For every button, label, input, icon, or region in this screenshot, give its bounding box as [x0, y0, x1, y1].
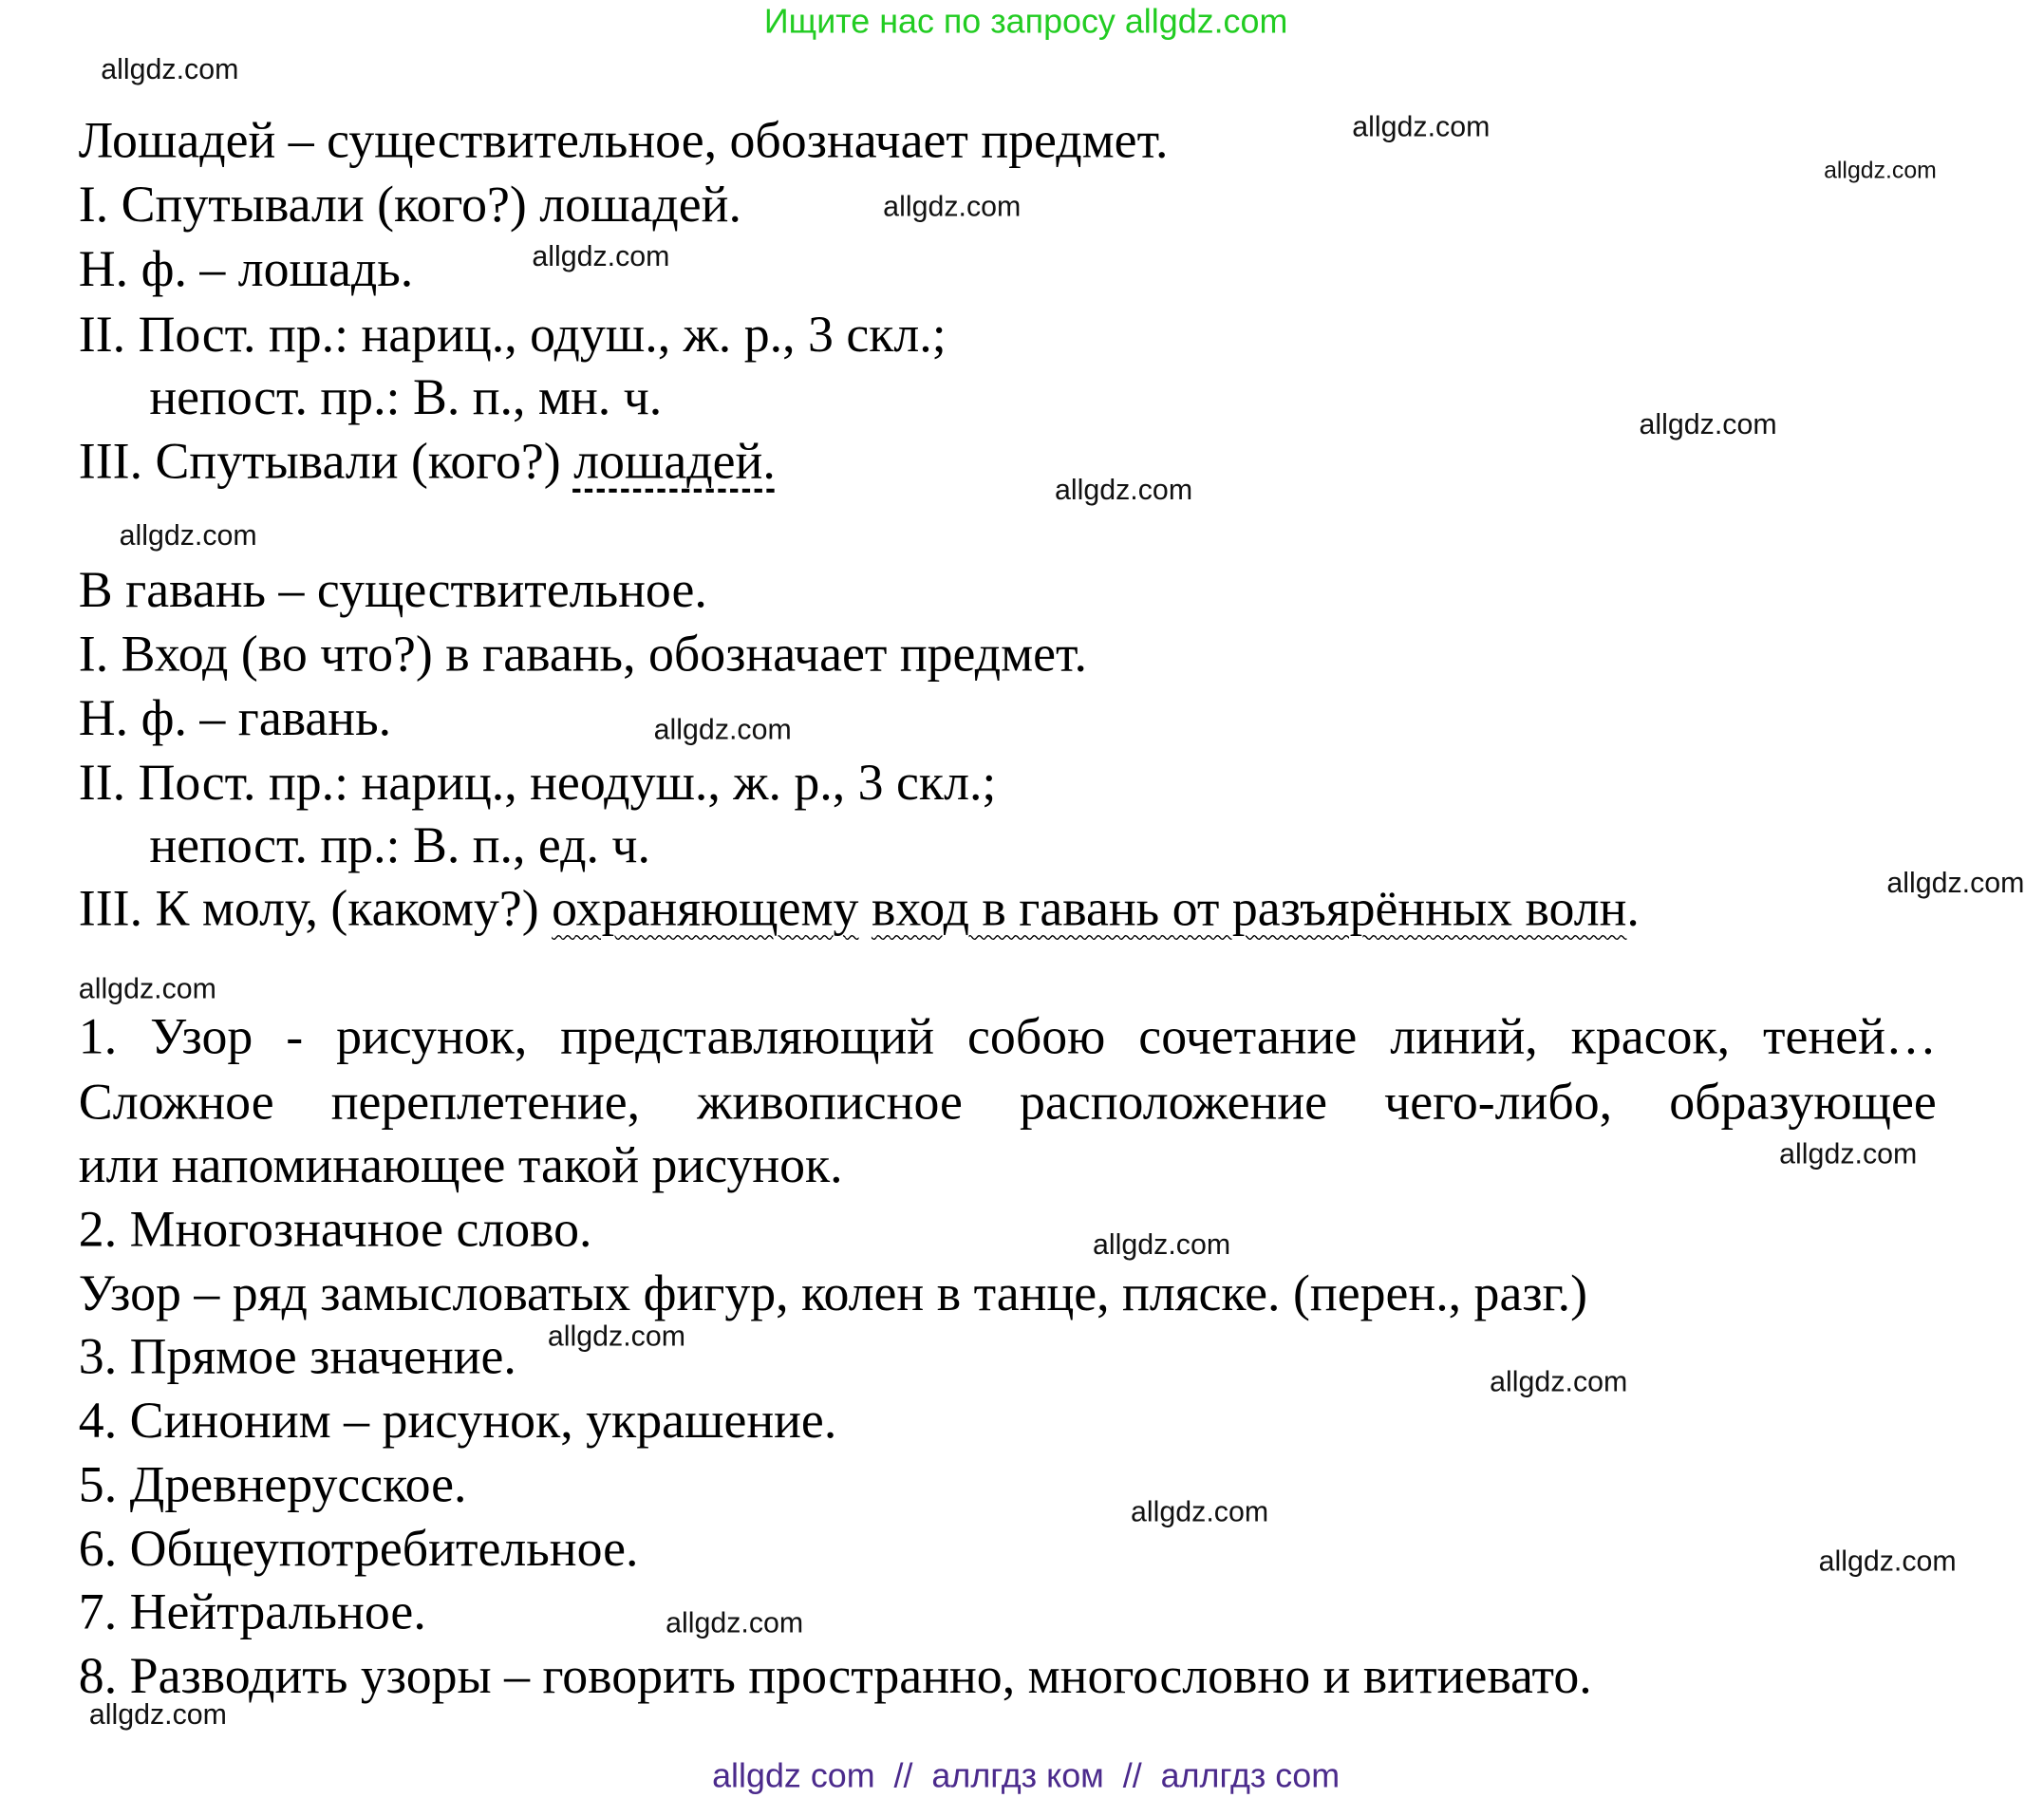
- text-span: [858, 880, 871, 936]
- watermark: allgdz.com: [1093, 1227, 1231, 1261]
- text-line: Н. ф. – лошадь.: [78, 240, 414, 298]
- watermark: allgdz.com: [88, 1697, 227, 1732]
- text-span: .: [1626, 880, 1640, 937]
- text-line: 4. Синоним – рисунок, украшение.: [78, 1393, 837, 1450]
- text-line: [79, 430, 776, 496]
- text-line: 2. Многозначное слово.: [78, 1201, 592, 1258]
- watermark: allgdz.com: [1818, 1545, 1957, 1578]
- text-line: 6. Общеупотребительное.: [78, 1521, 639, 1578]
- underlined-word: лошадей.: [573, 433, 776, 491]
- watermark: allgdz.com: [1824, 157, 1937, 184]
- watermark: allgdz.com: [883, 190, 1022, 223]
- watermark: allgdz.com: [653, 712, 792, 746]
- watermark: allgdz.com: [547, 1319, 686, 1353]
- text-line: II. Пост. пр.: нариц., неодуш., ж. р., 3 скл.;: [78, 754, 997, 812]
- text-line: [79, 876, 1640, 942]
- watermark: allgdz.com: [532, 239, 670, 273]
- watermark: allgdz.com: [1886, 866, 2025, 899]
- paragraph: 1. Узор - рисунок, представляющий собою сочетание линий, красок, теней… Сложное переплетение, живописное расположение чего-либо, образующее: [78, 1008, 1937, 1132]
- text-line: 8. Разводить узоры – говорить пространно, многословно и витиевато.: [78, 1648, 1592, 1705]
- text-line: I. Спутывали (кого?) лошадей.: [78, 177, 741, 234]
- watermark: allgdz.com: [78, 972, 216, 1005]
- text-span: III. К молу, (какому?): [78, 880, 553, 937]
- footer-site-names: allgdz com // аллгдз ком // аллгдз com: [712, 1755, 1341, 1795]
- watermark: allgdz.com: [1131, 1494, 1269, 1528]
- text-line: Лошадей – существительное, обозначает предмет.: [78, 112, 1169, 170]
- underlined-phrase: вход в гавань от разъярённых волн: [871, 880, 1627, 937]
- text-line: или напоминающее такой рисунок.: [78, 1136, 843, 1194]
- underlined-phrase: охраняющему: [552, 880, 859, 937]
- text-line: Узор – ряд замысловатых фигур, колен в танце, пляске. (перен., разг.): [78, 1265, 1588, 1322]
- watermark: allgdz.com: [1054, 473, 1193, 506]
- header-search-hint: Ищите нас по запросу allgdz.com: [763, 1, 1288, 41]
- text-line: В гавань – существительное.: [78, 562, 707, 619]
- text-line: Н. ф. – гавань.: [78, 690, 392, 747]
- text-line: I. Вход (во что?) в гавань, обозначает предмет.: [78, 626, 1087, 684]
- text-line: 7. Нейтральное.: [78, 1583, 426, 1640]
- text-line: 5. Древнерусское.: [78, 1456, 467, 1514]
- text-line: II. Пост. пр.: нариц., одуш., ж. р., 3 скл.;: [78, 306, 947, 364]
- text-line: 3. Прямое значение.: [78, 1328, 516, 1385]
- watermark: allgdz.com: [1352, 109, 1491, 143]
- text-line: непост. пр.: В. п., мн. ч.: [149, 369, 663, 426]
- watermark: allgdz.com: [1490, 1365, 1628, 1398]
- watermark: allgdz.com: [119, 518, 257, 553]
- watermark: allgdz.com: [1639, 407, 1777, 440]
- watermark: allgdz.com: [666, 1606, 804, 1639]
- watermark: allgdz.com: [101, 52, 239, 85]
- watermark: allgdz.com: [1779, 1136, 1918, 1171]
- text-span: III. Спутывали (кого?): [78, 433, 574, 491]
- text-line: непост. пр.: В. п., ед. ч.: [149, 817, 650, 874]
